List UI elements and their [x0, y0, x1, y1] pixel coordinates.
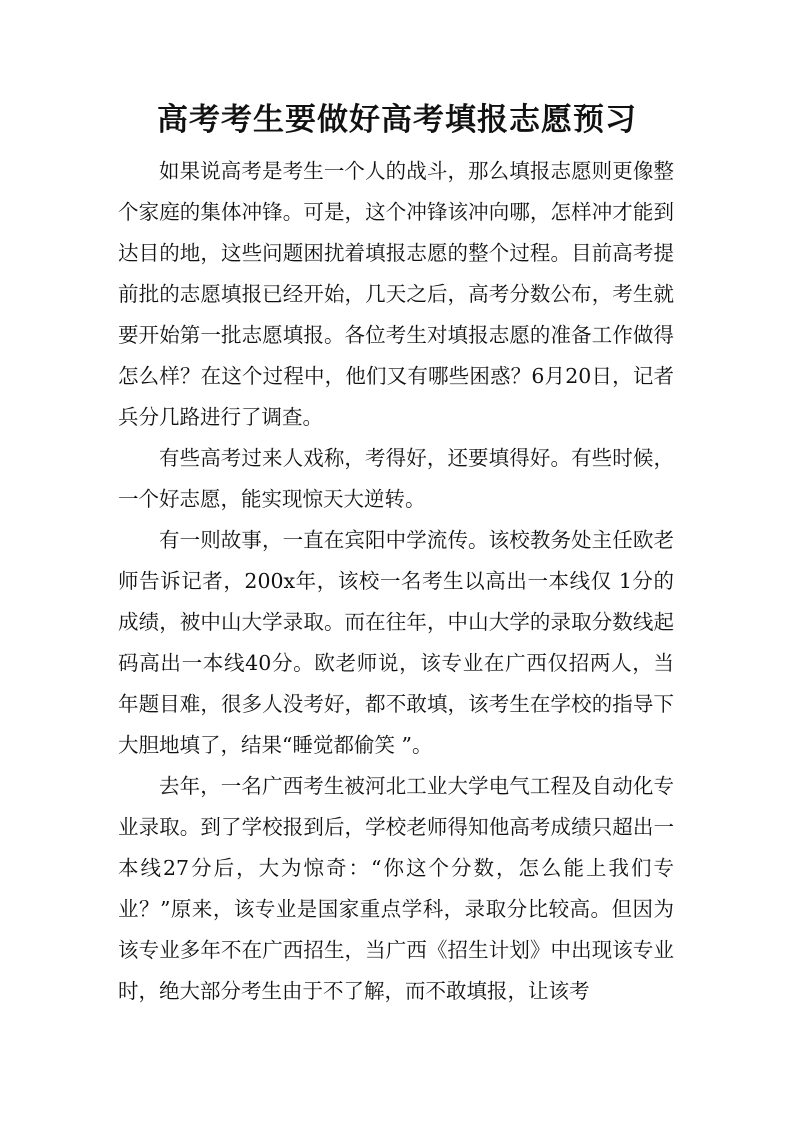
paragraph-2: 有些高考过来人戏称，考得好，还要填得好。有些时候，一个好志愿，能实现惊天大逆转。 — [118, 446, 674, 511]
document-body — [118, 151, 674, 1012]
paragraph-1: 如果说高考是考生一个人的战斗，那么填报志愿则更像整个家庭的集体冲锋。可是，这个冲锋该冲向哪，怎样冲才能到达目的地，这些问题困扰着填报志愿的整个过程。目前高考提前批的志愿填报已经开始，几天之后，高考分数公布，考生就要开始第一批志愿填报。各位考生对填报志愿的准备工作做得怎么样？在这个过程中，他们又有哪些困惑？6月20日，记者兵分几路进行了调查。 — [118, 159, 674, 429]
paragraph-3: 有一则故事，一直在宾阳中学流传。该校教务处主任欧老师告诉记者，200x年，该校一名考生以高出一本线仅 1分的成绩，被中山大学录取。而在往年，中山大学的录取分数线起码高出一本线40分。欧老师说，该专业在广西仅招两人，当年题目难，很多人没考好，都不敢填，该考生在学校的指导下大胆地填了，结果“睡觉都偷笑 ”。 — [118, 528, 674, 757]
document-title: 高考考生要做好高考填报志愿预习 — [157, 102, 637, 138]
paragraph-4: 去年，一名广西考生被河北工业大学电气工程及自动化专业录取。到了学校报到后，学校老师得知他高考成绩只超出一本线27分后，大为惊奇：“你这个分数，怎么能上我们专业？”原来，该专业是国家重点学科，录取分比较高。但因为该专业多年不在广西招生，当广西《招生计划》中出现该专业时，绝大部分考生由于不了解，而不敢填报，让该考 — [118, 774, 674, 1003]
